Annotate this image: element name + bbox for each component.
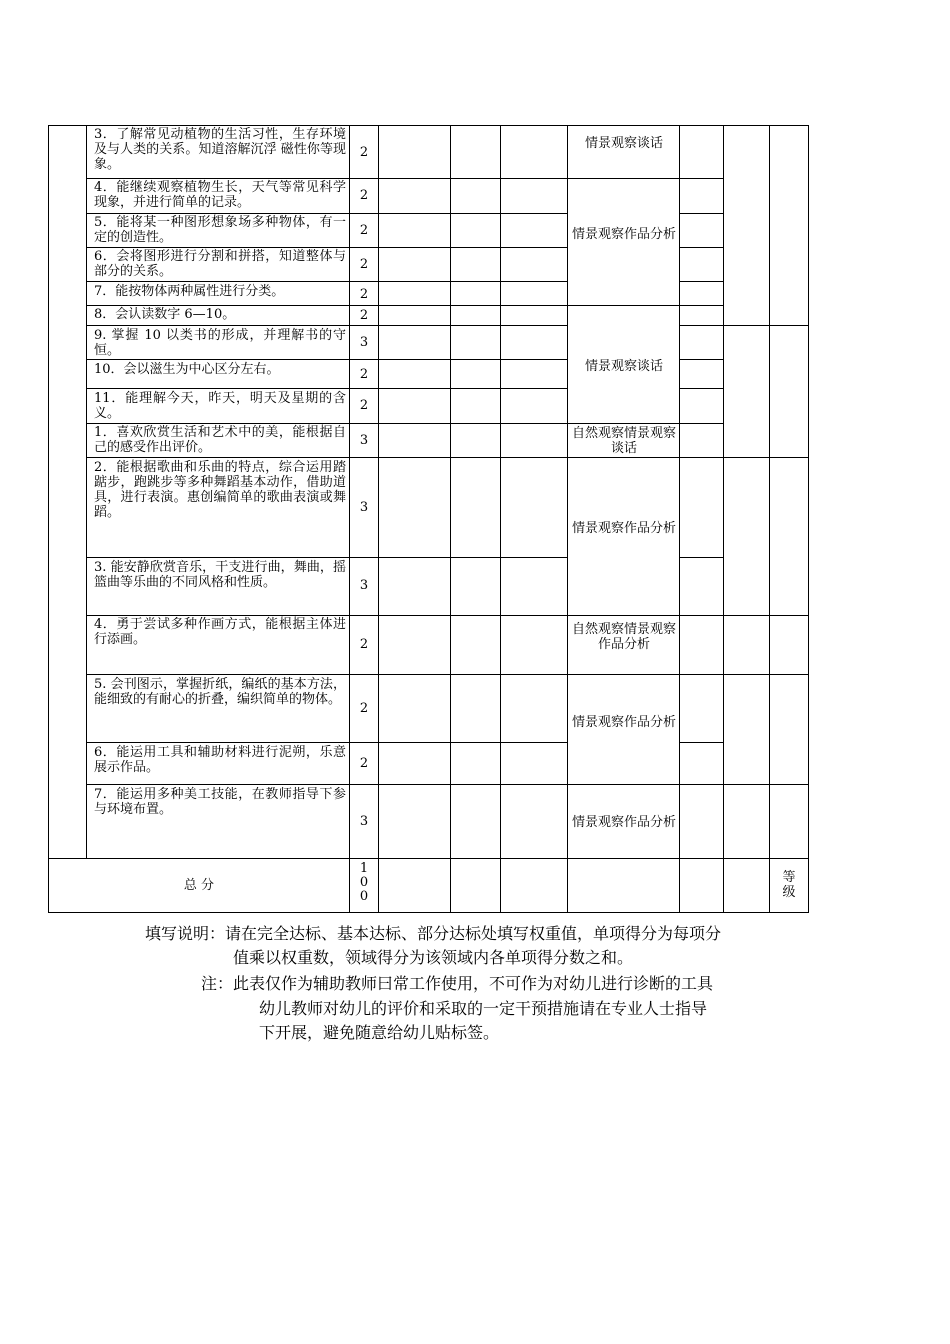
score-column-divider-1 (450, 125, 451, 913)
row-separator (87, 457, 808, 458)
weight-value: 3 (359, 578, 369, 593)
weight-value: 2 (359, 145, 369, 160)
score-column-divider-2 (500, 125, 501, 913)
item-text: 5．能将某一种图形想象场多种物体，有一定的创造性。 (94, 215, 346, 245)
item-text: 9. 掌握 10 以类书的形成，并理解书的守恒。 (94, 328, 346, 358)
method-separator (568, 178, 723, 179)
row-separator (87, 615, 808, 616)
table-right-border (808, 125, 809, 913)
row-separator (87, 247, 567, 248)
domain-score-column-divider (769, 125, 770, 913)
weight-value: 2 (359, 701, 369, 716)
item-text: 6．能运用工具和辅助材料进行泥朔，乐意展示作品。 (94, 745, 346, 775)
weight-column-divider (378, 125, 379, 913)
row-separator (87, 423, 723, 424)
method-text: 情景观察作品分析 (571, 815, 676, 830)
fill-instruction-line-2: 值乘以权重数，领域得分为该领域内各单项得分数之和。 (233, 948, 634, 967)
table-bottom-border (48, 912, 809, 913)
item-text: 8．会认读数字 6—10。 (94, 307, 236, 322)
fill-instruction-line-1: 填写说明：请在完全达标、基本达标、部分达标处填写权重值，单项得分为每项分 (145, 924, 722, 943)
row-separator (87, 281, 567, 282)
item-text: 5. 会刊图示，掌握折纸，编纸的基本方法，能细致的有耐心的折叠，编织简单的物体。 (94, 677, 346, 707)
item-text: 4．能继续观察植物生长，天气等常见科学现象，并进行简单的记录。 (94, 180, 346, 210)
score-separator (680, 388, 723, 389)
note-line-3: 下开展，避免随意给幼儿贴标签。 (259, 1023, 500, 1042)
score-separator (680, 325, 808, 326)
weight-value: 2 (359, 308, 369, 323)
row-separator (87, 674, 808, 675)
score-separator (680, 359, 723, 360)
weight-value: 2 (359, 367, 369, 382)
weight-value: 2 (359, 287, 369, 302)
item-text: 2．能根据歌曲和乐曲的特点，综合运用踏踮步，跑跳步等多种舞蹈基本动作，借助道具，进行表演。惠创编简单的歌曲表演或舞蹈。 (94, 460, 346, 520)
row-separator (87, 388, 567, 389)
score-separator (680, 742, 723, 743)
item-text: 6．会将图形进行分割和拼搭，知道整体与部分的关系。 (94, 249, 346, 279)
method-text: 情景观察作品分析 (571, 227, 676, 242)
weight-value: 3 (359, 814, 369, 829)
score-column-divider-3 (567, 125, 568, 913)
method-text: 自然观察情景观察谈话 (571, 426, 676, 456)
domain-column-divider (86, 125, 87, 858)
weight-value: 3 (359, 500, 369, 515)
item-text: 10．会以滋生为中心区分左右。 (94, 362, 280, 377)
method-text: 情景观察谈话 (584, 359, 663, 374)
row-separator (87, 742, 567, 743)
method-text: 自然观察情景观察作品分析 (571, 622, 676, 652)
row-separator (87, 213, 567, 214)
row-separator (87, 305, 723, 306)
weight-value: 2 (359, 188, 369, 203)
row-separator (87, 325, 567, 326)
row-separator (87, 784, 808, 785)
item-text: 4．勇于尝试多种作画方式，能根据主体进行添画。 (94, 617, 346, 647)
item-text: 3．了解常见动植物的生活习性，生存环境及与人类的关系。知道溶解沉浮 磁性你等现象。 (94, 127, 346, 172)
item-text: 11．能理解今天，昨天，明天及星期的含义。 (94, 391, 346, 421)
weight-value: 2 (359, 257, 369, 272)
table-left-border (48, 125, 49, 913)
item-text: 7．能运用多种美工技能，在教师指导下参与环境布置。 (94, 787, 346, 817)
total-label: 总 分 (183, 878, 215, 893)
row-separator (87, 178, 567, 179)
score-separator (680, 247, 723, 248)
method-text: 情景观察谈话 (584, 136, 663, 151)
score-separator (680, 281, 723, 282)
weight-value: 2 (359, 223, 369, 238)
note-line-1: 注：此表仅作为辅助教师曰常工作使用，不可作为对幼儿进行诊断的工具 (201, 974, 714, 993)
weight-value: 2 (359, 756, 369, 771)
note-line-2: 幼儿教师对幼儿的评价和采取的一定干预措施请在专业人士指导 (259, 999, 708, 1018)
row-separator (87, 359, 567, 360)
grade-label: 等级 (782, 870, 796, 900)
weight-value: 3 (359, 433, 369, 448)
item-column-divider (349, 125, 350, 913)
method-column-divider (679, 125, 680, 913)
row-separator (87, 557, 567, 558)
total-weight: 100 (359, 861, 369, 904)
weight-value: 3 (359, 335, 369, 350)
method-text: 情景观察作品分析 (571, 521, 676, 536)
score-separator (680, 213, 723, 214)
weight-value: 2 (359, 637, 369, 652)
table-top-border (48, 125, 809, 126)
item-text: 7．能按物体两种属性进行分类。 (94, 284, 285, 299)
total-row-separator (48, 858, 809, 859)
item-text: 1．喜欢欣赏生活和艺术中的美，能根据自己的感受作出评价。 (94, 425, 346, 455)
score-separator (680, 557, 723, 558)
single-score-column-divider (723, 125, 724, 913)
method-text: 情景观察作品分析 (571, 715, 676, 730)
weight-value: 2 (359, 398, 369, 413)
item-text: 3. 能安静欣赏音乐，干支进行曲，舞曲，摇篮曲等乐曲的不同风格和性质。 (94, 560, 346, 590)
